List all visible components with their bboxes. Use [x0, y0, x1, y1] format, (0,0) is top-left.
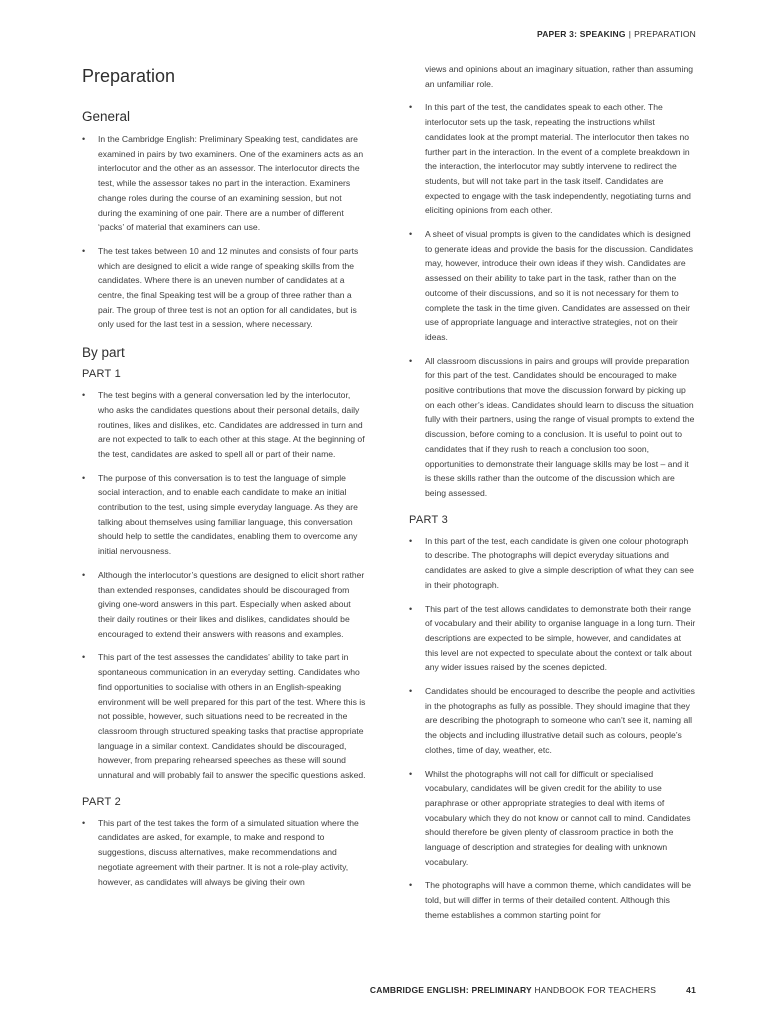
list-item	[409, 767, 696, 870]
part2-list	[82, 816, 366, 890]
list-item-text: The purpose of this conversation is to test the language of simple social interaction, and to enable each candidate to make an initial contribution to the test, using simple everyday language. As they are talking about themselves using familiar language, this conversation should help to settle the candidates, enabling them to overcome any initial nervousness.	[98, 472, 358, 557]
bullet: •	[82, 245, 86, 256]
header-separator: |	[628, 29, 632, 39]
right-column	[409, 62, 696, 932]
bullet: •	[82, 569, 86, 580]
list-item-text: In this part of the test, each candidate is given one colour photograph to describe. The photographs will depict everyday situations and candidates are asked to give a simple description of what they can see in their photograph.	[425, 535, 694, 590]
list-item-text: This part of the test assesses the candidates’ ability to take part in spontaneous communication in an everyday setting. Candidates who find opportunities to socialise with others in an English-speaking environment will be well prepared for this part of the test. Where this is not possible, however, such situations need to be recreated in the classroom through structured speaking tasks that practise appropriate language in a similar context. Candidates should be discouraged, however, from preparing rehearsed speeches as these will sound unnatural and will probably fail to answer the specific questions asked.	[98, 652, 366, 781]
list-item-text: This part of the test allows candidates to demonstrate both their range of vocabulary and their ability to organise language in a long turn. Their descriptions are expected to be simple, however, and candidates at this level are not expected to speculate about the context or talk about any wider issues raised by the scenes depicted.	[425, 603, 696, 673]
list-item-text: All classroom discussions in pairs and groups will provide preparation for this part of the test. Candidates should be encouraged to make positive contributions that move the discussion forward by picking up on each other’s ideas. Candidates should learn to discuss the situation fully with their partners, using the range of visual prompts to extend the discussion, before coming to a conclusion. It is useful to point out to candidates that if they rush to reach a conclusion too soon, opportunities to demonstrate their language skills may be lost – and it is these skills rather than the outcome of the discussion which are being assessed.	[425, 355, 695, 498]
list-item	[409, 100, 696, 218]
bullet: •	[409, 355, 413, 366]
list-item-text: This part of the test takes the form of a simulated situation where the candidates are asked, for example, to make and respond to suggestions, discuss alternatives, make recommendations and negotiate agreement with their partner. It is not a role-play activity, however, as candidates will always be giving their own	[98, 817, 359, 887]
bullet: •	[409, 229, 413, 240]
list-item	[82, 471, 366, 559]
list-item-text: The test begins with a general conversation led by the interlocutor, who asks the candidates questions about their personal details, daily routines, likes and dislikes, etc. Candidates are addressed in turn and are not expected to talk to each other at this stage. At the beginning of the test, candidates are asked to spell all or part of their name.	[98, 390, 365, 459]
list-item	[82, 244, 366, 332]
heading-by-part: By part	[82, 345, 125, 361]
bullet: •	[82, 652, 86, 663]
general-list	[82, 132, 366, 332]
list-item	[409, 227, 696, 345]
list-item	[409, 534, 696, 593]
list-item	[82, 132, 366, 235]
header-paper: PAPER 3: SPEAKING	[536, 29, 626, 39]
part2-list-continued	[409, 100, 696, 500]
list-item-text: Whilst the photographs will not call for difficult or specialised vocabulary, candidates will be given credit for the ability to use paraphrase or other appropriate strategies to deal with items of vocabulary which they do not know or cannot call to mind. Candidates should therefore be given plenty of classroom practice in both the language of description and strategies for dealing with unknown vocabulary.	[425, 768, 691, 867]
heading-part-2: PART 2	[82, 795, 122, 808]
header-section: PREPARATION	[634, 29, 696, 39]
part3-list	[409, 534, 696, 923]
page-title: Preparation	[82, 66, 176, 86]
list-item-text: A sheet of visual prompts is given to the candidates which is designed to generate ideas and provide the basis for the discussion. Candidates may, however, introduce their own ideas if they wish. Candidates are assessed on their ability to take part in the task, rather than on the outcome of their discussions, and so it is not necessary for them to complete the task in the time given. Candidates are assessed on their use of appropriate language and interactive strategies, not on their ideas.	[425, 229, 694, 342]
bullet: •	[409, 686, 413, 697]
list-item	[82, 816, 366, 890]
bullet: •	[409, 102, 413, 113]
list-item-text: Candidates should be encouraged to describe the people and activities in the photographs as fully as possible. They should imagine that they are describing the photograph to someone who can’t see it, naming all the objects and including illustrative detail such as colours, people’s clothes, time of day, weather, etc.	[425, 686, 695, 755]
bullet: •	[409, 603, 413, 614]
list-item	[409, 878, 696, 922]
bullet: •	[409, 768, 413, 779]
page-number: 41	[686, 985, 696, 995]
bullet: •	[82, 472, 86, 483]
list-item	[82, 388, 366, 462]
left-column	[82, 62, 366, 898]
bullet: •	[409, 880, 413, 891]
list-item	[409, 602, 696, 676]
heading-part-1: PART 1	[82, 368, 122, 381]
footer-doc: HANDBOOK FOR TEACHERS	[534, 985, 657, 995]
part1-list	[82, 388, 366, 783]
list-item	[82, 568, 366, 642]
list-item-text: The photographs will have a common theme, which candidates will be told, but will differ in terms of their detailed content. Although this theme establishes a common starting point for	[425, 880, 692, 920]
heading-general: General	[82, 109, 131, 124]
running-header	[537, 29, 696, 39]
list-item	[82, 650, 366, 782]
list-item-text: Although the interlocutor’s questions are designed to elicit short rather than extended responses, candidates should be discouraged from giving one-word answers in this part. Especially when asked about their daily routines or their likes and dislikes, candidates should be encouraged to extend their answers with reasons and examples.	[98, 569, 365, 639]
list-item	[409, 684, 696, 758]
list-item-text: The test takes between 10 and 12 minutes and consists of four parts which are designed to elicit a wide range of speaking skills from the candidates. Where there is an uneven number of candidates at a centre, the final Speaking test will be a group of three rather than a pair. The group of three test is not an option for all candidates, but is only used for the last test in a session, where necessary.	[98, 245, 359, 330]
list-item-text: In this part of the test, the candidates speak to each other. The interlocutor sets up the task, repeating the instructions whilst candidates look at the prompt material. The interlocutor then takes no further part in the interaction. In the event of a complete breakdown in the interaction, the interlocutor may subtly intervene to redirect the students, but will not take part in the task itself. Candidates are expected to engage with the task independently, negotiating turns and eliciting opinions from each other.	[425, 102, 691, 216]
bullet: •	[82, 817, 86, 828]
list-item-text: In the Cambridge English: Preliminary Speaking test, candidates are examined in pairs by two examiners. One of the examiners acts as an interlocutor and the other as an assessor. The interlocutor directs the test, while the assessor takes no part in the interaction. Examiners change roles during the course of an examining session, but not during the examining of one pair. There are a number of different ‘packs’ of material that examiners can use.	[98, 134, 364, 233]
bullet: •	[409, 535, 413, 546]
continued-text: views and opinions about an imaginary situation, rather than assuming an unfamiliar role.	[425, 64, 693, 89]
heading-part-3: PART 3	[409, 513, 449, 526]
footer-brand: CAMBRIDGE ENGLISH: PRELIMINARY	[369, 985, 532, 995]
list-item	[409, 354, 696, 501]
bullet: •	[82, 390, 86, 401]
page-footer	[370, 985, 696, 995]
bullet: •	[82, 134, 86, 144]
